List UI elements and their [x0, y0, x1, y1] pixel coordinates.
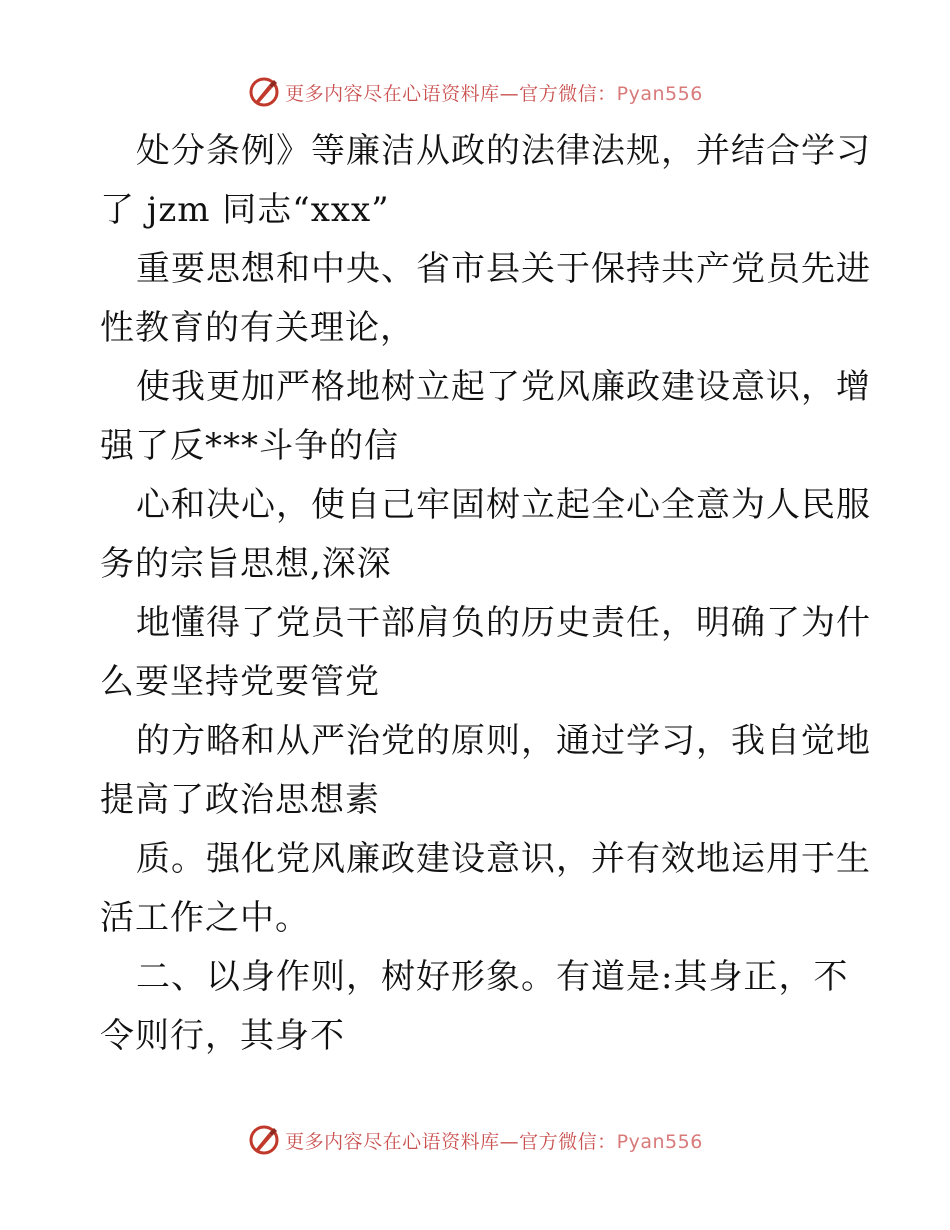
pen-logo-icon [247, 75, 281, 109]
body-line: 提高了政治思想素 [100, 780, 380, 820]
watermark-text: 更多内容尽在心语资料库—官方微信：Pyan556 [285, 1130, 703, 1153]
header-watermark [0, 72, 950, 112]
body-line: 心和决心，使自己牢固树立起全心全意为人民服 [136, 485, 871, 525]
body-line: 二、以身作则，树好形象。有道是:其身正，不 [136, 957, 849, 997]
body-line: 性教育的有关理论， [100, 308, 415, 348]
body-line: 质。强化党风廉政建设意识，并有效地运用于生 [136, 839, 871, 879]
body-line: 使我更加严格地树立起了党风廉政建设意识，增 [136, 367, 871, 407]
body-line: 活工作之中。 [100, 898, 310, 938]
body-line: 令则行，其身不 [100, 1016, 345, 1056]
footer-watermark [0, 1120, 950, 1160]
watermark-text: 更多内容尽在心语资料库—官方微信：Pyan556 [285, 82, 703, 105]
pen-logo-icon [247, 1123, 281, 1157]
body-line: 的方略和从严治党的原则，通过学习，我自觉地 [136, 721, 871, 761]
body-line: 地懂得了党员干部肩负的历史责任，明确了为什 [136, 603, 871, 643]
body-line: 强了反***斗争的信 [100, 426, 399, 466]
body-line: 处分条例》等廉洁从政的法律法规，并结合学习 [136, 131, 871, 171]
document-body [100, 122, 871, 1066]
body-line: 么要坚持党要管党 [100, 662, 380, 702]
body-line: 了 jzm 同志“xxx” [100, 190, 390, 230]
body-line: 务的宗旨思想,深深 [100, 544, 392, 584]
body-line: 重要思想和中央、省市县关于保持共产党员先进 [136, 249, 871, 289]
